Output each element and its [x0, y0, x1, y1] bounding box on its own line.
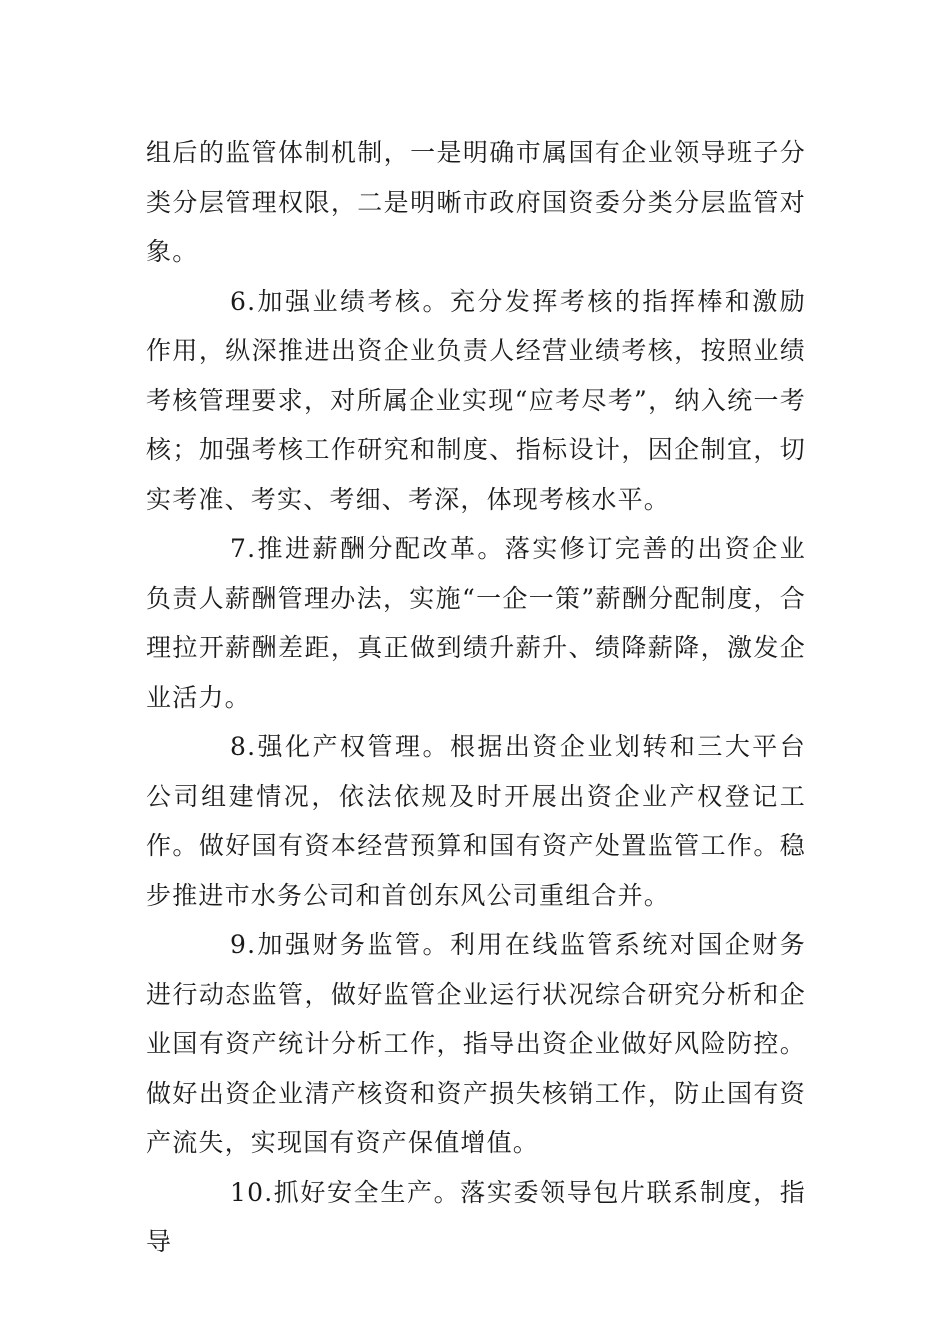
- paragraph-9-financial-supervision: 9.加强财务监管。利用在线监管系统对国企财务进行动态监管，做好监管企业运行状况综合研究分析和企业国有资产统计分析工作，指导出资企业做好风险防控。做好出资企业清产核资和资产损失核销工作，防止国有资产流失，实现国有资产保值增值。: [146, 930, 806, 1157]
- paragraph-10-safety-production: 10.抓好安全生产。落实委领导包片联系制度，指导: [146, 1177, 806, 1256]
- paragraph-continuation: 组后的监管体制机制，一是明确市属国有企业领导班子分类分层管理权限，二是明晰市政府国资委分类分层监管对象。: [146, 138, 806, 266]
- paragraph-8-property-rights: 8.强化产权管理。根据出资企业划转和三大平台公司组建情况，依法依规及时开展出资企业产权登记工作。做好国有资本经营预算和国有资产处置监管工作。稳步推进市水务公司和首创东风公司重组合并。: [146, 732, 806, 910]
- paragraph-6-performance-assessment: 6.加强业绩考核。充分发挥考核的指挥棒和激励作用，纵深推进出资企业负责人经营业绩考核，按照业绩考核管理要求，对所属企业实现“应考尽考”，纳入统一考核；加强考核工作研究和制度、指标设计，因企制宜，切实考准、考实、考细、考深，体现考核水平。: [146, 286, 806, 514]
- paragraph-7-salary-reform: 7.推进薪酬分配改革。落实修订完善的出资企业负责人薪酬管理办法，实施“一企一策”薪酬分配制度，合理拉开薪酬差距，真正做到绩升薪升、绩降薪降，激发企业活力。: [146, 534, 806, 712]
- document-body: [146, 128, 806, 1267]
